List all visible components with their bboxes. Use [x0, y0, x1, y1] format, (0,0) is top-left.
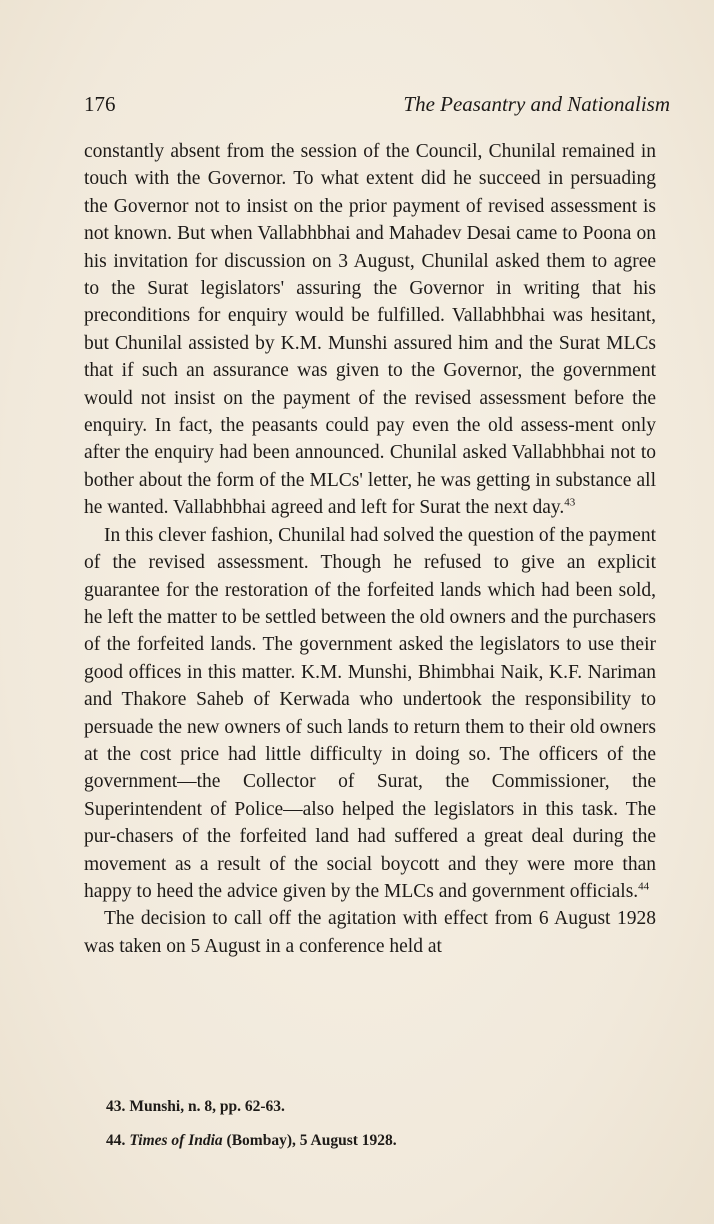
page-number: 176: [84, 92, 116, 116]
footnote-source-title: Times of India: [129, 1132, 223, 1149]
footnote-reference: 44: [638, 880, 650, 893]
running-title: The Peasantry and Nationalism: [403, 92, 670, 116]
footnote-number: 44.: [106, 1132, 126, 1149]
footnote-text: Munshi, n. 8, pp. 62-63.: [129, 1098, 285, 1115]
paragraph: [84, 522, 656, 906]
footnote: [106, 1130, 666, 1152]
footnote-reference: 43: [564, 496, 576, 509]
paragraph-text: In this clever fashion, Chunilal had solved the question of the payment of the revised assessment. Though he refused to give an explicit guarantee for the restoration of the forfeited lands which had been sold, he left the matter to be settled between the old owners and the purchasers of the forfeited lands. The government asked the legislators to use their good offices in this matter. K.M. Munshi, Bhimbhai Naik, K.F. Nariman and Thakore Saheb of Kerwada who undertook the responsibility to persuade the new owners of such lands to return them to their old owners at the cost price had little difficulty in doing so. The officers of the government—the Collector of Surat, the Commissioner, the Superintendent of Police—also helped the legislators in this task. The pur-chasers of the forfeited land had suffered a great deal during the movement as a result of the social boycott and they were more than happy to heed the advice given by the MLCs and government officials.: [84, 524, 656, 902]
body-text: [84, 138, 656, 960]
footnote-text: (Bombay), 5 August 1928.: [222, 1132, 397, 1149]
paragraph-text: The decision to call off the agitation with effect from 6 August 1928 was taken on 5 August in a conference held at: [84, 908, 656, 957]
paragraph: [84, 905, 656, 960]
paragraph: [84, 138, 656, 522]
footnote: [106, 1096, 666, 1118]
footnotes: [106, 1096, 666, 1164]
footnote-number: 43.: [106, 1098, 126, 1115]
paragraph-text: constantly absent from the session of the Council, Chunilal remained in touch with the Governor. To what extent did he succeed in persuading the Governor not to insist on the prior payment of revised assessment is not known. But when Vallabhbhai and Mahadev Desai came to Poona on his invitation for discussion on 3 August, Chunilal asked them to agree to the Surat legislators' assuring the Governor in writing that his preconditions for enquiry would be fulfilled. Vallabhbhai was hesitant, but Chunilal assisted by K.M. Munshi assured him and the Surat MLCs that if such an assurance was given to the Governor, the government would not insist on the payment of the revised assessment before the enquiry. In fact, the peasants could pay even the old assess-ment only after the enquiry had been announced. Chunilal asked Vallabhbhai not to bother about the form of the MLCs' letter, he was getting in substance all he wanted. Vallabhbhai agreed and left for Surat the next day.: [84, 141, 656, 519]
